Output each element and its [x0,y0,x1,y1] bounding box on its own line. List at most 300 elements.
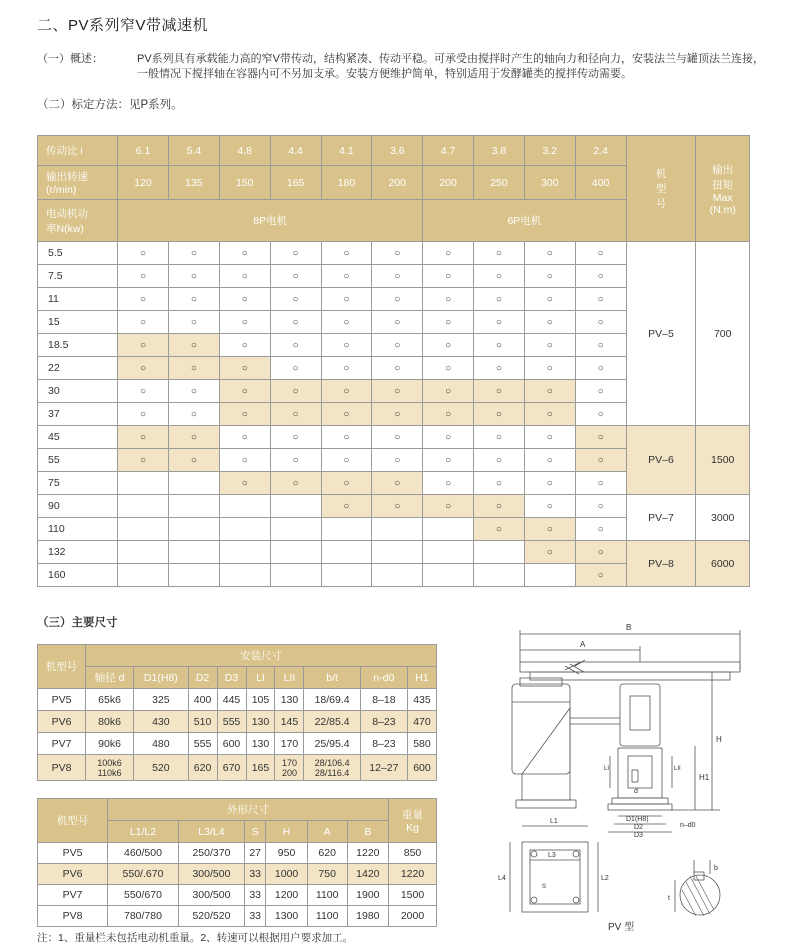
availability-cell: ○ [168,426,219,449]
availability-cell: ○ [219,449,270,472]
install-model-cell: PV5 [38,689,86,711]
availability-cell: ○ [270,311,321,334]
install-value-cell: 105 [246,689,275,711]
availability-cell: ○ [524,288,575,311]
availability-cell: ○ [575,518,626,541]
availability-cell: ○ [270,288,321,311]
speed-cell: 300 [524,166,575,200]
availability-cell [168,518,219,541]
availability-cell: ○ [118,265,169,288]
install-value-cell: 8–23 [360,711,407,733]
dim-label-L3: L3 [548,852,556,859]
availability-cell: ○ [423,495,474,518]
availability-cell: ○ [372,242,423,265]
availability-cell: ○ [270,334,321,357]
availability-cell: ○ [474,242,525,265]
install-col-header: H1 [407,667,436,689]
outline-col-header: A [307,821,347,843]
availability-cell: ○ [524,311,575,334]
availability-cell: ○ [423,449,474,472]
availability-cell: ○ [423,242,474,265]
install-value-cell: 130 [246,733,275,755]
availability-cell: ○ [219,242,270,265]
power-row-label: 30 [38,380,118,403]
outline-model-cell: PV7 [38,885,108,906]
dim-label-L4: L4 [498,875,506,882]
availability-cell [524,564,575,587]
availability-cell: ○ [524,472,575,495]
overview-line: PV系列具有承载能力高的窄V带传动，结构紧凑、传动平稳。可承受由搅拌时产生的轴向力和径向力，安装法兰与罐顶法兰连接， [137,53,765,65]
install-col-header: D2 [188,667,217,689]
availability-cell: ○ [524,403,575,426]
availability-cell: ○ [423,426,474,449]
install-model-cell: PV6 [38,711,86,733]
availability-cell: ○ [321,403,372,426]
availability-cell [168,472,219,495]
availability-cell: ○ [575,334,626,357]
availability-cell: ○ [118,288,169,311]
dim-label-D2: D2 [634,824,643,831]
dim-label-B: B [626,623,632,632]
availability-cell: ○ [474,426,525,449]
install-value-cell: 620 [188,755,217,781]
availability-cell [219,495,270,518]
install-col-header: LI [246,667,275,689]
install-value-cell: 435 [407,689,436,711]
availability-cell: ○ [321,472,372,495]
install-col-header: LII [275,667,304,689]
ratio-label: 传动比 i [38,136,118,166]
install-value-cell: 325 [134,689,188,711]
install-value-cell: 130 [246,711,275,733]
availability-cell: ○ [219,357,270,380]
availability-cell: ○ [219,403,270,426]
availability-cell: ○ [423,380,474,403]
speed-cell: 250 [474,166,525,200]
availability-cell: ○ [524,334,575,357]
page-title: 二、PV系列窄V带减速机 [37,17,209,34]
availability-cell: ○ [168,311,219,334]
availability-cell: ○ [270,357,321,380]
availability-cell: ○ [524,518,575,541]
outline-value-cell: 1000 [266,864,307,885]
install-model-cell: PV8 [38,755,86,781]
availability-cell [270,495,321,518]
availability-cell: ○ [575,403,626,426]
dim-label-t: t [668,895,670,902]
availability-cell: ○ [372,288,423,311]
power-row-label: 37 [38,403,118,426]
install-value-cell: 8–18 [360,689,407,711]
availability-cell: ○ [372,380,423,403]
outline-value-cell: 1100 [307,906,347,927]
outline-value-cell: 750 [307,864,347,885]
availability-cell: ○ [575,426,626,449]
availability-cell [168,541,219,564]
availability-cell: ○ [219,426,270,449]
install-value-cell: 90k6 [86,733,134,755]
install-value-cell: 600 [217,733,246,755]
overview-text [137,52,777,82]
availability-cell: ○ [270,426,321,449]
marking-method: （二）标定方法：见P系列。 [37,99,183,111]
speed-cell: 165 [270,166,321,200]
availability-cell: ○ [118,242,169,265]
model-torque: 700 [696,242,750,426]
speed-cell: 400 [575,166,626,200]
install-value-cell: 22/85.4 [304,711,360,733]
outline-model-cell: PV8 [38,906,108,927]
availability-cell [423,541,474,564]
diagram-caption: PV 型 [608,922,635,933]
availability-cell [118,541,169,564]
ratio-cell: 4.8 [219,136,270,166]
dim-label-A: A [580,640,586,649]
model-name: PV–8 [626,541,696,587]
availability-cell: ○ [372,357,423,380]
availability-cell: ○ [474,357,525,380]
outline-value-cell: 520/520 [178,906,244,927]
dim-label-D3: D3 [634,832,643,839]
availability-cell: ○ [575,380,626,403]
dim-label-b: b [714,865,718,872]
overview-label: （一）概述： [37,53,103,65]
speed-cell: 150 [219,166,270,200]
availability-cell: ○ [423,265,474,288]
availability-cell: ○ [524,495,575,518]
ratio-cell: 3.8 [474,136,525,166]
model-torque: 1500 [696,426,750,495]
model-header: 机型号 [38,645,86,689]
availability-cell: ○ [168,403,219,426]
availability-cell: ○ [474,518,525,541]
install-value-cell: 430 [134,711,188,733]
availability-cell: ○ [168,265,219,288]
install-value-cell: 670 [217,755,246,781]
motor-8p: 8P电机 [118,200,423,242]
outline-value-cell: 460/500 [108,843,179,864]
torque-header: 输出 扭矩 Max (N.m) [696,136,750,242]
install-value-cell: 600 [407,755,436,781]
speed-cell: 200 [372,166,423,200]
availability-cell: ○ [270,449,321,472]
availability-cell: ○ [372,426,423,449]
availability-cell: ○ [219,311,270,334]
availability-cell [219,564,270,587]
outline-col-header: L3/L4 [178,821,244,843]
ratio-cell: 5.4 [168,136,219,166]
power-row-label: 55 [38,449,118,472]
install-value-cell: 12–27 [360,755,407,781]
install-value-cell: 480 [134,733,188,755]
availability-cell: ○ [321,495,372,518]
availability-cell: ○ [423,472,474,495]
model-header: 机型号 [38,799,108,843]
ratio-cell: 2.4 [575,136,626,166]
power-row-label: 90 [38,495,118,518]
power-row-label: 22 [38,357,118,380]
availability-cell [372,518,423,541]
availability-cell: ○ [321,357,372,380]
availability-cell: ○ [118,449,169,472]
install-value-cell: 18/69.4 [304,689,360,711]
availability-cell: ○ [474,403,525,426]
availability-cell: ○ [219,288,270,311]
install-value-cell: 100k6 110k6 [86,755,134,781]
outline-col-header: L1/L2 [108,821,179,843]
speed-cell: 200 [423,166,474,200]
install-value-cell: 65k6 [86,689,134,711]
selection-table [37,135,750,587]
availability-cell: ○ [524,380,575,403]
availability-cell: ○ [270,472,321,495]
outline-value-cell: 850 [389,843,437,864]
pv-diagram [490,620,770,940]
availability-cell: ○ [524,541,575,564]
availability-cell: ○ [372,472,423,495]
install-col-header: 轴径 d [86,667,134,689]
ratio-cell: 6.1 [118,136,169,166]
availability-cell: ○ [575,288,626,311]
availability-cell: ○ [118,311,169,334]
outline-value-cell: 300/500 [178,864,244,885]
dim-label-D1: D1(H8) [626,816,649,823]
power-row-label: 5.5 [38,242,118,265]
availability-cell: ○ [423,403,474,426]
availability-cell: ○ [575,541,626,564]
power-row-label: 7.5 [38,265,118,288]
availability-cell [270,564,321,587]
availability-cell: ○ [321,265,372,288]
availability-cell: ○ [118,334,169,357]
availability-cell: ○ [423,288,474,311]
availability-cell: ○ [524,449,575,472]
ratio-cell: 4.4 [270,136,321,166]
install-value-cell: 28/106.4 28/116.4 [304,755,360,781]
outline-col-header: S [244,821,265,843]
outline-value-cell: 620 [307,843,347,864]
availability-cell: ○ [321,334,372,357]
power-row-label: 110 [38,518,118,541]
availability-cell: ○ [270,403,321,426]
availability-cell: ○ [168,242,219,265]
install-col-header: n-d0 [360,667,407,689]
outline-value-cell: 250/370 [178,843,244,864]
availability-cell: ○ [524,357,575,380]
availability-cell: ○ [270,265,321,288]
availability-cell: ○ [474,311,525,334]
install-value-cell: 580 [407,733,436,755]
availability-cell [474,541,525,564]
availability-cell: ○ [474,334,525,357]
availability-cell: ○ [423,357,474,380]
install-col-header: D3 [217,667,246,689]
model-name: PV–5 [626,242,696,426]
availability-cell: ○ [524,242,575,265]
power-row-label: 132 [38,541,118,564]
availability-cell [118,518,169,541]
install-value-cell: 165 [246,755,275,781]
dim-label-LI: LI [604,766,610,772]
availability-cell: ○ [321,426,372,449]
availability-cell [423,564,474,587]
availability-cell [321,541,372,564]
model-header: 机 型 号 [626,136,696,242]
outline-col-header: H [266,821,307,843]
model-name: PV–7 [626,495,696,541]
availability-cell: ○ [321,449,372,472]
availability-cell: ○ [321,288,372,311]
install-value-cell: 170 [275,733,304,755]
availability-cell: ○ [575,242,626,265]
install-group-header: 安装尺寸 [86,645,437,667]
availability-cell: ○ [474,472,525,495]
ratio-cell: 4.1 [321,136,372,166]
availability-cell: ○ [372,334,423,357]
availability-cell: ○ [423,334,474,357]
availability-cell: ○ [372,495,423,518]
availability-cell: ○ [118,426,169,449]
availability-cell: ○ [474,449,525,472]
outline-value-cell: 1500 [389,885,437,906]
availability-cell [118,472,169,495]
availability-cell: ○ [219,380,270,403]
dims-title: （三）主要尺寸 [37,617,118,629]
outline-dimensions-table [37,798,437,927]
power-row-label: 45 [38,426,118,449]
availability-cell [118,564,169,587]
outline-value-cell: 550/670 [108,885,179,906]
install-value-cell: 470 [407,711,436,733]
availability-cell: ○ [474,288,525,311]
availability-cell: ○ [270,242,321,265]
install-value-cell: 8–23 [360,733,407,755]
model-torque: 3000 [696,495,750,541]
ratio-cell: 3.2 [524,136,575,166]
availability-cell: ○ [372,449,423,472]
install-value-cell: 555 [217,711,246,733]
availability-cell: ○ [118,380,169,403]
availability-cell: ○ [168,288,219,311]
availability-cell: ○ [168,449,219,472]
availability-cell: ○ [575,472,626,495]
outline-value-cell: 1900 [347,885,388,906]
availability-cell: ○ [219,265,270,288]
dim-label-d: d [634,788,638,795]
outline-model-cell: PV6 [38,864,108,885]
availability-cell: ○ [575,311,626,334]
power-label: 电动机功 率N(kw) [38,200,118,242]
speed-cell: 120 [118,166,169,200]
outline-value-cell: 1980 [347,906,388,927]
install-col-header: b/t [304,667,360,689]
install-model-cell: PV7 [38,733,86,755]
availability-cell: ○ [524,265,575,288]
availability-cell: ○ [219,334,270,357]
availability-cell: ○ [168,334,219,357]
availability-cell: ○ [168,357,219,380]
dim-label-L1: L1 [550,818,558,825]
model-torque: 6000 [696,541,750,587]
outline-value-cell: 33 [244,906,265,927]
availability-cell: ○ [575,357,626,380]
speed-label: 输出转速 (r/min) [38,166,118,200]
availability-cell: ○ [575,495,626,518]
outline-value-cell: 1200 [266,885,307,906]
outline-value-cell: 780/780 [108,906,179,927]
outline-value-cell: 1300 [266,906,307,927]
model-name: PV–6 [626,426,696,495]
availability-cell: ○ [118,403,169,426]
availability-cell [168,564,219,587]
availability-cell: ○ [270,380,321,403]
availability-cell [219,518,270,541]
motor-6p: 6P电机 [423,200,626,242]
availability-cell [270,518,321,541]
outline-value-cell: 550/.670 [108,864,179,885]
install-col-header: D1(H8) [134,667,188,689]
weight-header: 重量 Kg [389,799,437,843]
availability-cell: ○ [474,495,525,518]
availability-cell: ○ [372,265,423,288]
pv-drawing [490,620,770,940]
availability-cell: ○ [474,380,525,403]
outline-col-header: B [347,821,388,843]
power-row-label: 15 [38,311,118,334]
dim-label-S: S [542,884,547,890]
outline-value-cell: 1220 [347,843,388,864]
outline-value-cell: 1220 [389,864,437,885]
availability-cell: ○ [219,472,270,495]
ratio-cell: 3.6 [372,136,423,166]
speed-cell: 180 [321,166,372,200]
install-value-cell: 445 [217,689,246,711]
install-value-cell: 400 [188,689,217,711]
availability-cell [372,541,423,564]
outline-value-cell: 33 [244,885,265,906]
availability-cell: ○ [575,449,626,472]
install-value-cell: 25/95.4 [304,733,360,755]
install-value-cell: 170 200 [275,755,304,781]
dim-label-H: H [716,735,722,744]
install-value-cell: 130 [275,689,304,711]
outline-value-cell: 2000 [389,906,437,927]
availability-cell [474,564,525,587]
install-dimensions-table [37,644,437,781]
dim-label-L2: L2 [601,875,609,882]
power-row-label: 160 [38,564,118,587]
dim-label-nd0: n–d0 [680,822,696,829]
power-row-label: 75 [38,472,118,495]
power-row-label: 11 [38,288,118,311]
dim-label-LII: LII [674,766,681,772]
availability-cell: ○ [372,311,423,334]
outline-value-cell: 27 [244,843,265,864]
outline-value-cell: 300/500 [178,885,244,906]
install-value-cell: 520 [134,755,188,781]
dim-label-H1: H1 [699,773,710,782]
outline-value-cell: 1420 [347,864,388,885]
availability-cell [118,495,169,518]
availability-cell: ○ [321,380,372,403]
speed-cell: 135 [168,166,219,200]
availability-cell: ○ [575,265,626,288]
outline-group-header: 外形尺寸 [108,799,389,821]
availability-cell [321,518,372,541]
outline-value-cell: 33 [244,864,265,885]
install-value-cell: 145 [275,711,304,733]
availability-cell [270,541,321,564]
